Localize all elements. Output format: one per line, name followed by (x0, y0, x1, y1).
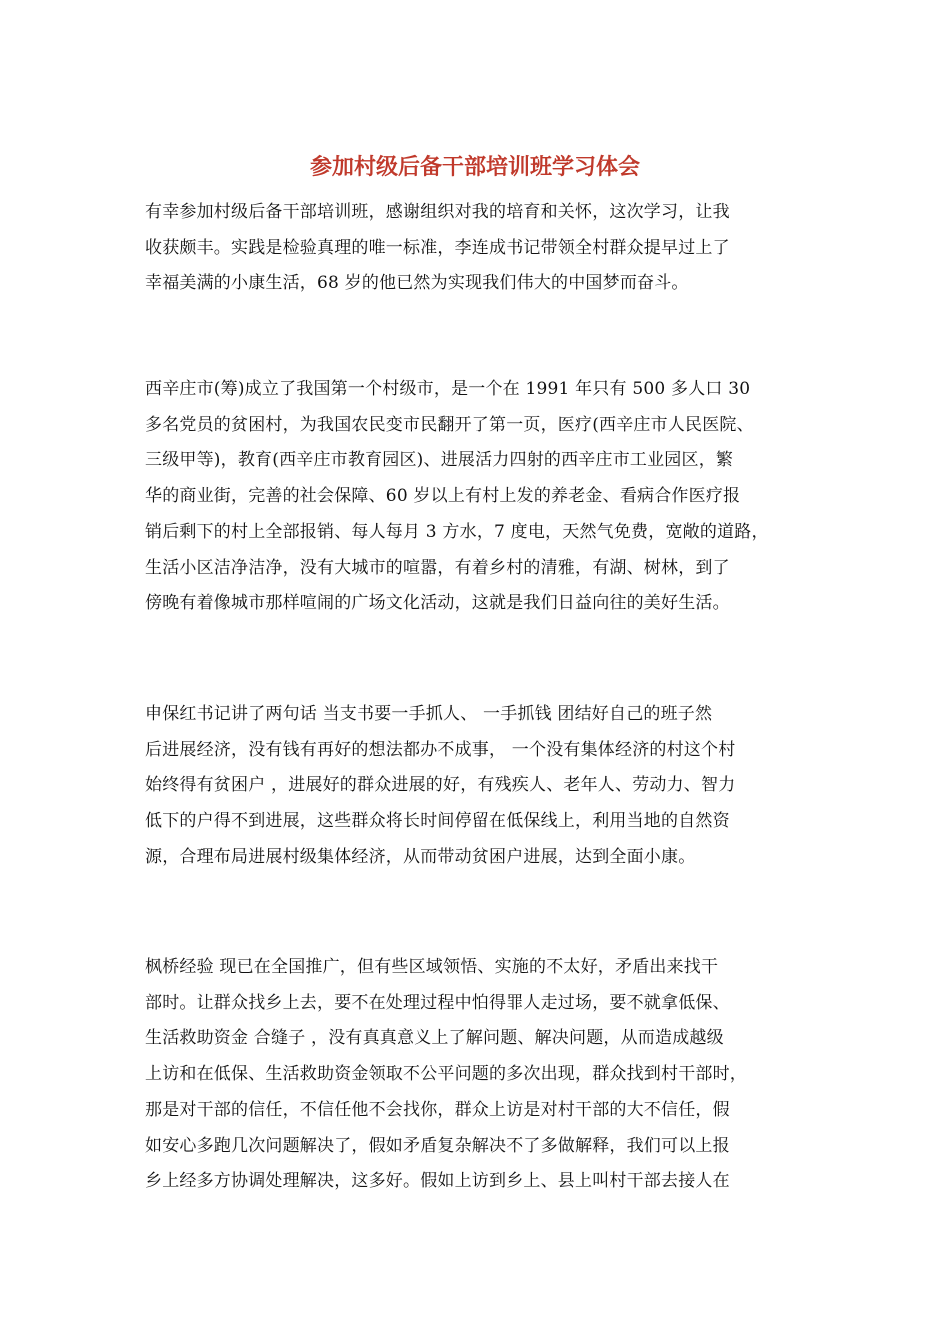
text-line: 华的商业街，完善的社会保障、60 岁以上有村上发的养老金、看病合作医疗报 (145, 486, 741, 507)
text-line: 部时。让群众找乡上去，要不在处理过程中怕得罪人走过场，要不就拿低保、 (145, 992, 730, 1013)
text-line: 枫桥经验 现已在全国推广，但有些区域领悟、实施的不太好，矛盾出来找干 (145, 957, 719, 977)
text-line: 如安心多跑几次问题解决了，假如矛盾复杂解决不了多做解释，我们可以上报 (145, 1135, 730, 1156)
text-line: 幸福美满的小康生活，68 岁的他已然为实现我们伟大的中国梦而奋斗。 (145, 273, 689, 294)
text-line: 乡上经多方协调处理解决，这多好。假如上访到乡上、县上叫村干部去接人在 (145, 1171, 730, 1192)
text-line: 那是对干部的信任，不信任他不会找你，群众上访是对村干部的大不信任，假 (145, 1099, 730, 1120)
text-line: 始终得有贫困户 ，进展好的群众进展的好，有残疾人、老年人、劳动力、智力 (145, 775, 736, 796)
text-line: 后进展经济，没有钱有再好的想法都办不成事， 一个没有集体经济的村这个村 (145, 739, 736, 760)
paragraph (145, 697, 835, 876)
text-line: 源，合理布局进展村级集体经济，从而带动贫困户进展，达到全面小康。 (145, 846, 696, 867)
text-line: 多名党员的贫困村，为我国农民变市民翻开了第一页，医疗(西辛庄市人民医院、 (145, 414, 754, 435)
text-line: 销后剩下的村上全部报销、每人每月 3 方水，7 度电，天然气免费，宽敞的道路， (145, 521, 769, 542)
text-line: 收获颇丰。实践是检验真理的唯一标准，李连成书记带领全村群众提早过上了 (145, 237, 730, 258)
document-title: 参加村级后备干部培训班学习体会 (309, 155, 640, 180)
text-line: 西辛庄市(筹)成立了我国第一个村级市，是一个在 1991 年只有 500 多人口 30 (145, 379, 751, 399)
text-line: 傍晚有着像城市那样喧闹的广场文化活动，这就是我们日益向往的美好生活。 (145, 593, 730, 614)
text-line: 低下的户得不到进展，这些群众将长时间停留在低保线上，利用当地的自然资 (145, 811, 730, 832)
text-line: 有幸参加村级后备干部培训班，感谢组织对我的培育和关怀，这次学习，让我 (145, 202, 730, 222)
paragraph (145, 195, 835, 302)
text-line: 上访和在低保、生活救助资金领取不公平问题的多次出现，群众找到村干部时， (145, 1064, 747, 1085)
text-line: 三级甲等)，教育(西辛庄市教育园区)、进展活力四射的西辛庄市工业园区，繁 (145, 450, 734, 471)
text-line: 申保红书记讲了两句话 当支书要一手抓人、 一手抓钱 团结好自己的班子然 (145, 704, 713, 724)
text-line: 生活小区洁净洁净，没有大城市的喧嚣，有着乡村的清雅，有湖、树林，到了 (145, 557, 730, 578)
text-line: 生活救助资金 合缝子 ，没有真真意义上了解问题、解决问题，从而造成越级 (145, 1028, 724, 1049)
paragraph (145, 950, 835, 1200)
paragraph (145, 372, 835, 622)
